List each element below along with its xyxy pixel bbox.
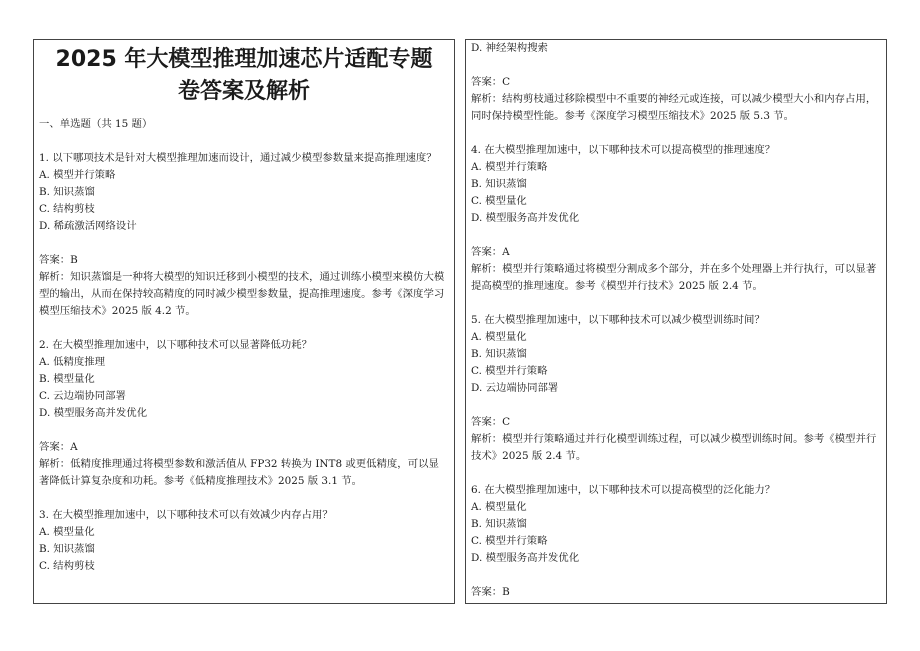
option-d: D. 模型服务高并发优化 [39,407,148,419]
title-line-2: 卷答案及解析 [177,79,310,104]
question-stem: 3. 在大模型推理加速中，以下哪种技术可以有效减少内存占用？ [39,509,333,521]
question-6 [471,482,880,601]
option-c: C. 云边端协同部署 [39,390,126,402]
question-5 [471,312,880,465]
option-c: C. 结构剪枝 [39,560,95,572]
section-heading: 一、单选题（共 15 题） [39,118,153,130]
option-a: A. 模型并行策略 [471,161,548,173]
explanation: 解析：知识蒸馏是一种将大模型的知识迁移到小模型的技术，通过训练小模型来模仿大模型的输出，从而在保持较高精度的同时减少模型参数量，提高推理速度。参考《深度学习模型压缩技术》2025 版 4.2 节。 [39,271,445,317]
answer: 答案：B [39,254,78,266]
answer: 答案：A [39,441,78,453]
left-page-column [33,39,455,604]
option-d: D. 稀疏激活网络设计 [39,220,137,232]
explanation: 解析：模型并行策略通过将模型分割成多个部分，并在多个处理器上并行执行，可以显著提高模型的推理速度。参考《模型并行技术》2025 版 2.4 节。 [471,263,877,292]
option-c: C. 模型并行策略 [471,365,548,377]
option-c: C. 模型量化 [471,195,527,207]
right-content [466,40,886,601]
option-b: B. 知识蒸馏 [471,178,527,190]
question-stem: 1. 以下哪项技术是针对大模型推理加速而设计，通过减少模型参数量来提高推理速度？ [39,152,437,164]
question-stem: 4. 在大模型推理加速中，以下哪种技术可以提高模型的推理速度？ [471,144,776,156]
option-c: C. 模型并行策略 [471,535,548,547]
question-4 [471,142,880,295]
option-b: B. 知识蒸馏 [39,186,95,198]
answer: 答案：A [471,246,510,258]
explanation: 解析：结构剪枝通过移除模型中不重要的神经元或连接，可以减少模型大小和内存占用，同时保持模型性能。参考《深度学习模型压缩技术》2025 版 5.3 节。 [471,93,877,122]
question-3-continued [471,40,880,125]
option-d: D. 模型服务高并发优化 [471,212,580,224]
option-a: A. 模型量化 [471,331,527,343]
left-content [34,116,454,575]
question-stem: 2. 在大模型推理加速中，以下哪种技术可以显著降低功耗？ [39,339,312,351]
question-stem: 5. 在大模型推理加速中，以下哪种技术可以减少模型训练时间？ [471,314,765,326]
question-2 [39,337,448,490]
option-d: D. 神经架构搜索 [471,42,548,54]
option-b: B. 知识蒸馏 [471,348,527,360]
right-page-column [465,39,887,604]
option-b: B. 知识蒸馏 [39,543,95,555]
title-line-1: 2025 年大模型推理加速芯片适配专题 [55,47,433,72]
option-b: B. 模型量化 [39,373,95,385]
option-a: A. 模型量化 [39,526,95,538]
option-b: B. 知识蒸馏 [471,518,527,530]
answer: 答案：C [471,76,511,88]
explanation: 解析：低精度推理通过将模型参数和激活值从 FP32 转换为 INT8 或更低精度，可以显著降低计算复杂度和功耗。参考《低精度推理技术》2025 版 3.1 节。 [39,458,439,487]
option-a: A. 模型并行策略 [39,169,116,181]
explanation: 解析：模型并行策略通过并行化模型训练过程，可以减少模型训练时间。参考《模型并行技术》2025 版 2.4 节。 [471,433,877,462]
question-3 [39,507,448,575]
question-stem: 6. 在大模型推理加速中，以下哪种技术可以提高模型的泛化能力？ [471,484,776,496]
option-d: D. 云边端协同部署 [471,382,559,394]
answer: 答案：B [471,586,510,598]
document-title [42,44,446,108]
option-d: D. 模型服务高并发优化 [471,552,580,564]
option-c: C. 结构剪枝 [39,203,95,215]
answer: 答案：C [471,416,511,428]
option-a: A. 模型量化 [471,501,527,513]
option-a: A. 低精度推理 [39,356,106,368]
question-1 [39,150,448,320]
